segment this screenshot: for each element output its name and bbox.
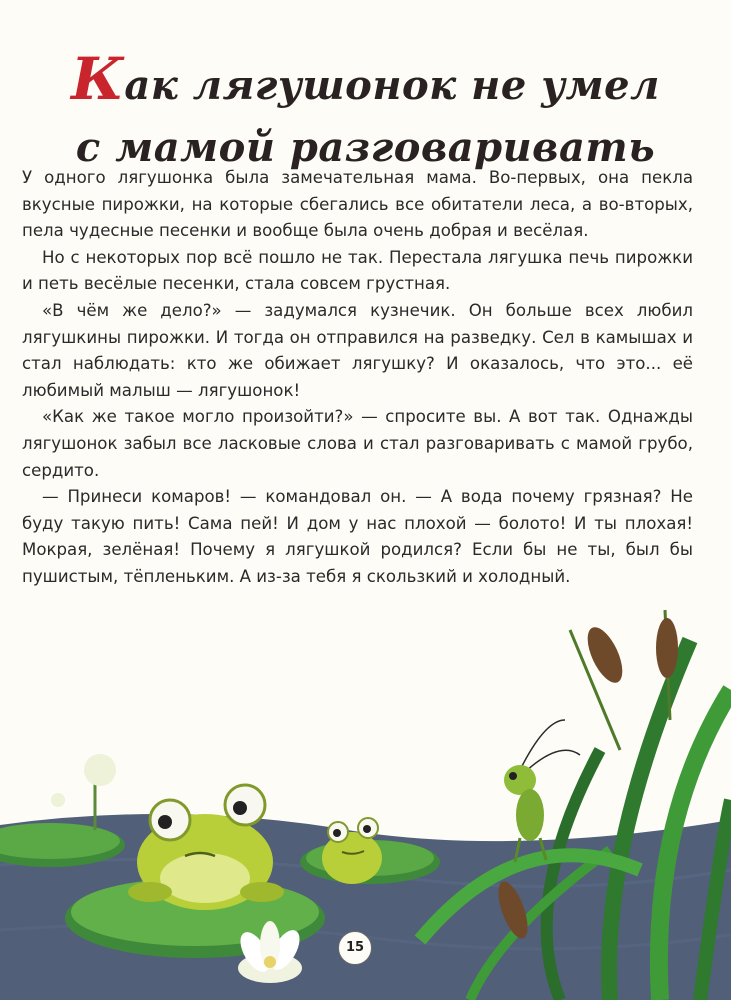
water-lily-bud <box>84 754 116 786</box>
page-number: 15 <box>338 931 372 965</box>
title-line-2: с мамой разговаривать <box>75 124 656 171</box>
paragraph: «В чём же дело?» — задумался кузнечик. Он больше всех любил лягушкины пирожки. И тогда он отправился на разведку. Сел в камышах и стал наблюдать: кто же обижает лягушку? И оказалось, что это... её любимый малыш — лягушонок! <box>22 300 693 400</box>
title-line-1-text: ак лягушонок не умел <box>124 62 660 109</box>
paragraph: — Принеси комаров! — командовал он. — А вода почему грязная? Не буду такую пить! Сама пей! И дом у нас плохой — болото! И ты плохая! Мокрая, зелёная! Почему я лягушкой родился? Если бы не ты, был бы пушистым, тёпленьким. А из-за тебя я скользкий и холодный. <box>22 487 693 586</box>
paragraph: «Как же такое могло произойти?» — спросите вы. А вот так. Однажды лягушонок забыл все ласковые слова и стал разговаривать с мамой грубо, сердито. <box>22 407 693 480</box>
page-title <box>0 45 731 179</box>
story-text <box>22 165 693 591</box>
title-line-1 <box>0 45 731 117</box>
small-frog <box>322 818 382 884</box>
paragraph: Но с некоторых пор всё пошло не так. Перестала лягушка печь пирожки и петь весёлые песенки, стала совсем грустная. <box>22 247 693 294</box>
big-frog <box>128 785 284 910</box>
paragraph: У одного лягушонка была замечательная мама. Во-первых, она пекла вкусные пирожки, на которые сбегались все обитатели леса, а во-вторых, пела чудесные песенки и вообще была очень добрая и весёлая. <box>22 168 693 241</box>
title-initial-letter: К <box>71 45 125 113</box>
